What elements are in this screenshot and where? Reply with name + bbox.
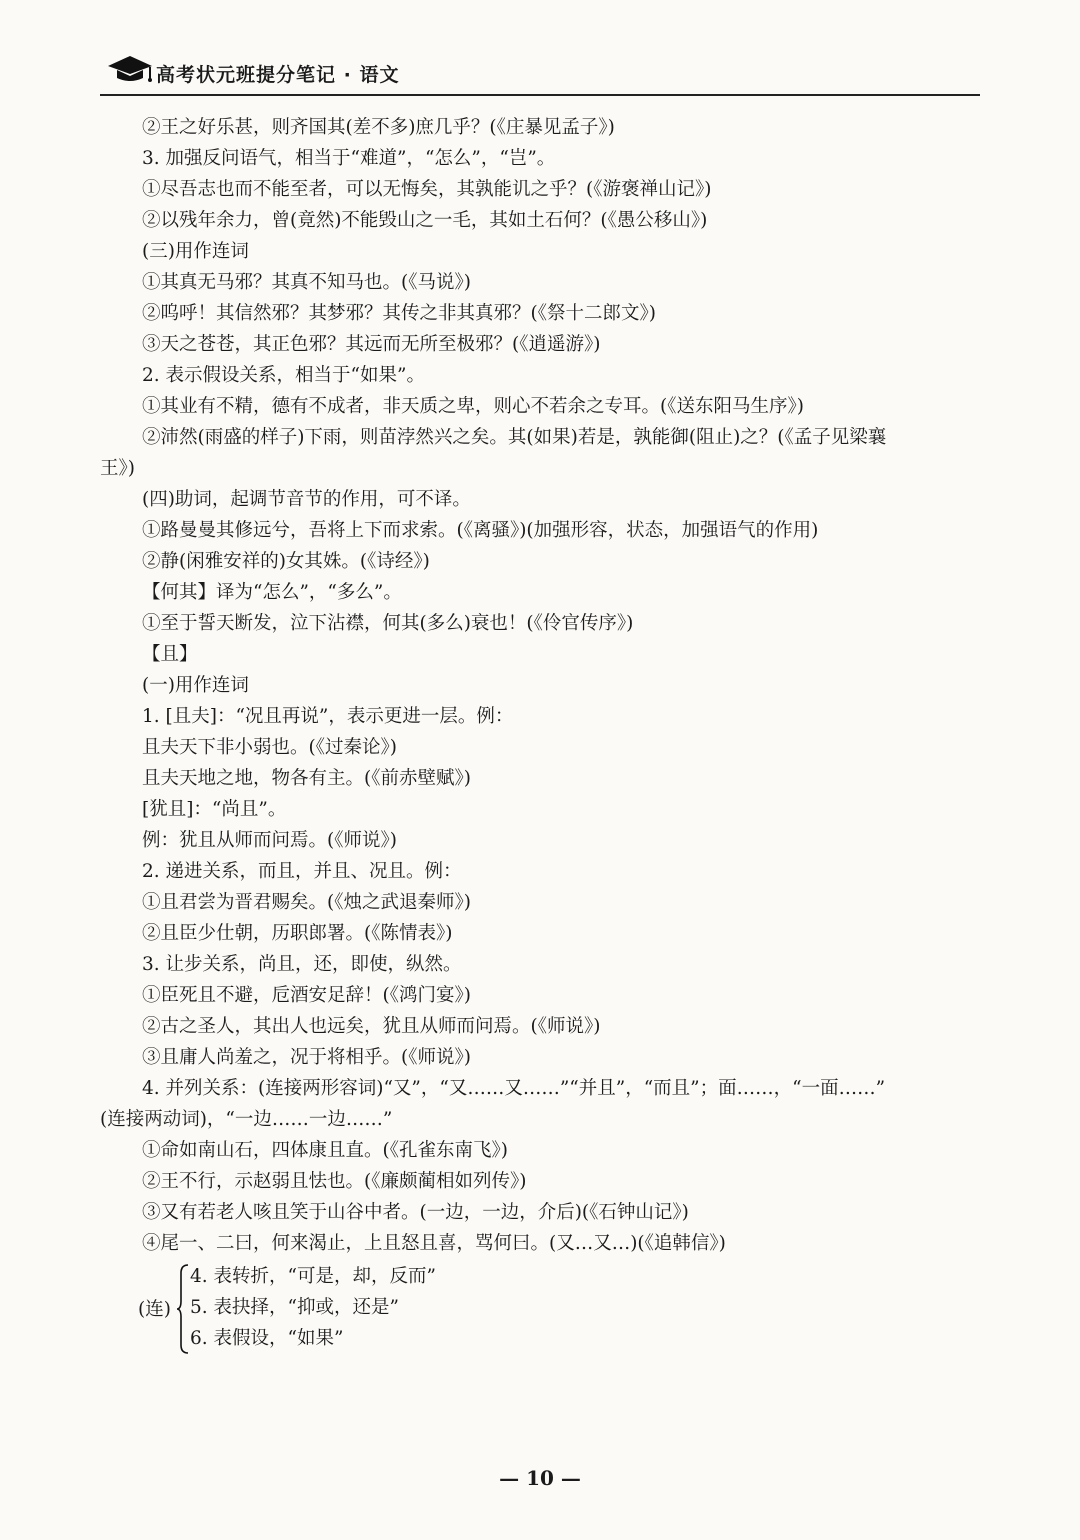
text-line: ②以残年余力，曾(竟然)不能毁山之一毛，其如土石何？(《愚公移山》) (142, 210, 708, 231)
brace-group (100, 1261, 980, 1357)
text-line-continuation: 王》) (100, 458, 135, 479)
text-line: ②王不行，示赵弱且怯也。(《廉颇蔺相如列传》) (142, 1171, 527, 1192)
text-line: ②王之好乐甚，则齐国其(差不多)庶几乎？(《庄暴见孟子》) (142, 117, 615, 138)
text-line: ②古之圣人，其出人也远矣，犹且从师而问焉。(《师说》) (142, 1016, 601, 1037)
text-line: 2. 递进关系，而且，并且、况且。例： (142, 861, 462, 882)
section-heading: (四)助词，起调节音节的作用，可不译。 (142, 489, 471, 510)
text-line: 4. 并列关系：(连接两形容词)“又”，“又……又……”“并且”，“而且”；面……，“一面……” (142, 1078, 886, 1099)
text-line: 且夫天下非小弱也。(《过秦论》) (142, 737, 397, 758)
text-line: 且夫天地之地，物各有主。(《前赤壁赋》) (142, 768, 471, 789)
text-line: ②且臣少仕朝，历职郎署。(《陈情表》) (142, 923, 453, 944)
brace-item: 4. 表转折，“可是，却，反而” (190, 1266, 436, 1287)
text-line: 1. [且夫]：“况且再说”，表示更进一层。例： (142, 706, 514, 727)
brace-label: (连) (138, 1299, 171, 1320)
page-number: — 10 — (499, 1466, 581, 1490)
brace-item: 6. 表假设，“如果” (190, 1328, 344, 1349)
brace-items (190, 1261, 436, 1354)
text-line: ①路曼曼其修远兮，吾将上下而求索。(《离骚》)(加强形容，状态，加强语气的作用) (142, 520, 819, 541)
text-line: ②静(闲雅安祥的)女其姝。(《诗经》) (142, 551, 430, 572)
text-line: ②呜呼！其信然邪？其梦邪？其传之非其真邪？(《祭十二郎文》) (142, 303, 656, 324)
text-line: ②沛然(雨盛的样子)下雨，则苗浡然兴之矣。其(如果)若是，孰能御(阻止)之？(《孟子见梁襄 (142, 427, 887, 448)
text-line: [犹且]：“尚且”。 (142, 799, 287, 820)
section-heading: (三)用作连词 (142, 241, 249, 262)
page-header (100, 46, 980, 96)
graduation-cap-icon (106, 52, 154, 86)
text-line: ③且庸人尚羞之，况于将相乎。(《师说》) (142, 1047, 471, 1068)
text-line: ①其业有不精，德有不成者，非天质之卑，则心不若余之专耳。(《送东阳马生序》) (142, 396, 804, 417)
text-line: 例：犹且从师而问焉。(《师说》) (142, 830, 397, 851)
text-line: ①臣死且不避，卮酒安足辞！(《鸿门宴》) (142, 985, 471, 1006)
text-line: ③天之苍苍，其正色邪？其远而无所至极邪？(《逍遥游》) (142, 334, 601, 355)
section-heading: 【且】 (142, 644, 198, 665)
text-line: 3. 让步关系，尚且，还，即使，纵然。 (142, 954, 462, 975)
text-line: ④尾一、二曰，何来渴止，上且怒且喜，骂何曰。(又…又…)(《追韩信》) (142, 1233, 726, 1254)
text-line: ①其真无马邪？其真不知马也。(《马说》) (142, 272, 471, 293)
text-line-continuation: (连接两动词)，“一边……一边……” (100, 1109, 393, 1130)
text-line: ①尽吾志也而不能至者，可以无悔矣，其孰能讥之乎？(《游褒禅山记》) (142, 179, 712, 200)
page-content (100, 112, 980, 1357)
text-line: ①命如南山石，四体康且直。(《孔雀东南飞》) (142, 1140, 508, 1161)
text-line: 3. 加强反问语气，相当于“难道”，“怎么”，“岂”。 (142, 148, 556, 169)
curly-brace-icon (176, 1263, 190, 1355)
section-heading: (一)用作连词 (142, 675, 249, 696)
brace-item: 5. 表抉择，“抑或，还是” (190, 1297, 399, 1318)
text-line: 【何其】译为“怎么”，“多么”。 (142, 582, 402, 603)
header-title: 高考状元班提分笔记 · 语文 (156, 64, 400, 86)
text-line: ①且君尝为晋君赐矣。(《烛之武退秦师》) (142, 892, 471, 913)
text-line: ③又有若老人咳且笑于山谷中者。(一边，一边，介后)(《石钟山记》) (142, 1202, 689, 1223)
text-line: ①至于誓天断发，泣下沾襟，何其(多么)衰也！(《伶官传序》) (142, 613, 634, 634)
text-line: 2. 表示假设关系，相当于“如果”。 (142, 365, 425, 386)
